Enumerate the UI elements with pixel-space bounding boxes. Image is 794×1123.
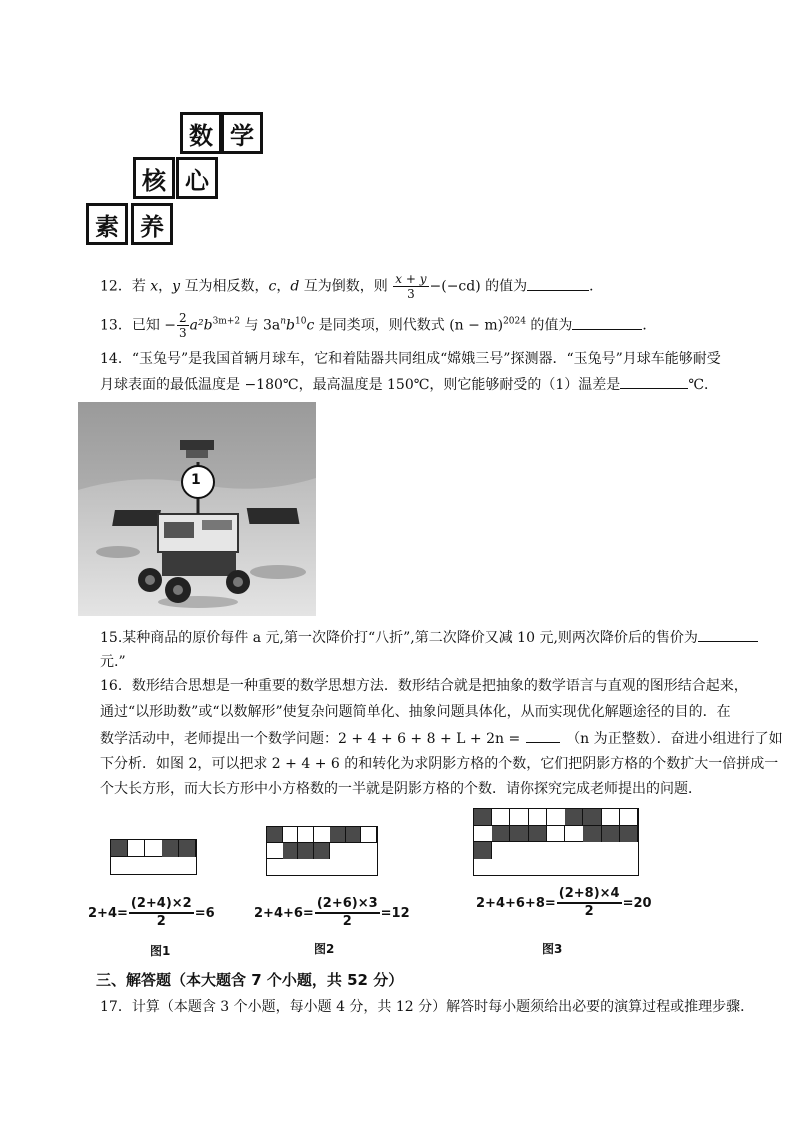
q15-answer-blank[interactable]: [698, 627, 758, 642]
q12-expr: −(−cd): [429, 278, 481, 295]
grid-cell: [565, 826, 583, 843]
grid-cell: [267, 843, 283, 859]
q12-var-c: c: [268, 278, 277, 295]
figure-3-grid: [473, 808, 639, 876]
fig2-den: 2: [342, 914, 352, 929]
question-15-line1: [100, 627, 758, 648]
q13-answer-blank[interactable]: [572, 315, 642, 330]
logo-cell-6: 养: [131, 203, 173, 245]
q12-answer-blank[interactable]: [527, 276, 589, 291]
grid-cell: [602, 809, 620, 826]
grid-cell: [492, 842, 510, 859]
q16-line3-suffix: （n 为正整数）．奋进小组进行了如: [566, 731, 783, 747]
q13-frac-den: 3: [179, 326, 187, 340]
q14-line2-suffix: ℃．: [688, 377, 718, 393]
q15-line1-text: 15.某种商品的原价每件 a 元,第一次降价打“八折”,第二次降价又减 10 元,则两次降价后的售价为: [100, 630, 698, 646]
question-13: [100, 311, 656, 340]
figure-2-label: 图2: [314, 942, 335, 956]
grid-cell: [474, 809, 492, 826]
grid-cell: [361, 827, 377, 843]
question-12: [100, 272, 603, 301]
grid-cell: [492, 809, 510, 826]
q16-line3-prefix: 数学活动中，老师提出一个数学问题：2 + 4 + 6 + 8 + L + 2n =: [100, 731, 521, 747]
fig1-fraction: [129, 896, 194, 930]
q12-var-d: d: [290, 278, 300, 295]
grid-cell: [492, 826, 510, 843]
q12-frac-num: x + y: [395, 272, 427, 286]
figure-1-label: 图1: [150, 944, 171, 958]
grid-cell: [474, 842, 492, 859]
grid-cell: [330, 827, 346, 843]
fig1-den: 2: [156, 914, 166, 929]
grid-cell: [602, 826, 620, 843]
question-16-line2: 通过“以形助数”或“以数解形”使复杂问题简单化、抽象问题具体化，从而实现优化解题途径的目的．在: [100, 704, 731, 720]
grid-cell: [583, 826, 601, 843]
lunar-rover-image: [78, 402, 316, 616]
question-16-line4: 下分析．如图 2，可以把求 2 + 4 + 6 的和转化为求阴影方格的个数，它们把阴影方格的个数扩大一倍拼成一: [100, 756, 779, 772]
figure-3-label: 图3: [542, 942, 563, 956]
q13-term2-exp1: n: [280, 316, 287, 327]
logo-cell-3: 核: [133, 157, 175, 199]
q12-text1: 互为相反数，: [180, 278, 269, 295]
fig3-left: 2+4+6+8=: [476, 895, 556, 911]
logo-cell-1: 数: [180, 112, 222, 154]
fig2-num: (2+6)×3: [315, 896, 380, 914]
q14-line2-prefix: 月球表面的最低温度是 −180℃，最高温度是 150℃，则它能够耐受的（1）温差是: [100, 377, 621, 393]
q12-end: ．: [589, 278, 604, 295]
logo-cell-4: 心: [176, 157, 218, 199]
q13-term2-exp2: 10: [295, 316, 307, 327]
grid-cell: [314, 843, 330, 859]
figure-2-formula: [254, 896, 410, 930]
grid-cell: [620, 826, 638, 843]
figure-3-formula: [476, 886, 652, 920]
q12-suffix: 的值为: [480, 278, 528, 295]
grid-cell: [283, 827, 299, 843]
q13-term1: a²b: [189, 317, 213, 334]
question-14-line2: [100, 374, 718, 395]
q13-frac-num: 2: [179, 311, 187, 325]
grid-cell: [529, 809, 547, 826]
q12-prefix: 12．若: [100, 278, 151, 295]
q12-sep2: ，: [276, 278, 291, 295]
fig1-num: (2+4)×2: [129, 896, 194, 914]
q13-term2-b: b: [286, 317, 296, 334]
question-15-line2: 元.”: [100, 654, 126, 670]
fig3-den: 2: [584, 904, 594, 919]
question-16-line3: [100, 728, 783, 749]
photo-badge-label: 1: [191, 472, 201, 488]
grid-cell: [111, 857, 128, 874]
grid-cell: [547, 809, 565, 826]
figure-1-formula: [88, 896, 215, 930]
grid-cell: [474, 826, 492, 843]
q14-answer-blank[interactable]: [620, 374, 688, 389]
q12-frac-den: 3: [407, 287, 415, 301]
q12-var-x: x: [150, 278, 159, 295]
grid-cell: [128, 840, 145, 857]
q12-sep1: ，: [158, 278, 173, 295]
figure-2-grid: [266, 826, 378, 876]
q13-exp: 2024: [503, 316, 526, 327]
fig3-right: =20: [622, 895, 652, 911]
lunar-rover-photo: [78, 402, 316, 616]
grid-cell: [330, 843, 346, 859]
logo-cell-5: 素: [86, 203, 128, 245]
q12-var-y: y: [172, 278, 181, 295]
q13-suffix: 的值为: [525, 317, 573, 334]
fig2-right: =12: [380, 905, 410, 921]
q12-fraction: [393, 272, 428, 301]
fig1-left: 2+4=: [88, 905, 128, 921]
grid-cell: [298, 827, 314, 843]
grid-cell: [179, 840, 196, 857]
grid-cell: [111, 840, 128, 857]
question-17: 17．计算（本题含 3 个小题，每小题 4 分，共 12 分）解答时每小题须给出必要的演算过程或推理步骤．: [100, 999, 755, 1015]
question-14-line1: 14．“玉兔号”是我国首辆月球车，它和着陆器共同组成“嫦娥三号”探测器．“玉兔号”月球车能够耐受: [100, 351, 721, 367]
grid-cell: [162, 840, 179, 857]
grid-cell: [565, 809, 583, 826]
figure-1-grid: [110, 839, 197, 875]
grid-cell: [267, 827, 283, 843]
grid-cell: [145, 840, 162, 857]
fig1-right: =6: [194, 905, 215, 921]
fig2-left: 2+4+6=: [254, 905, 314, 921]
section-3-title: 三、解答题（本大题含 7 个小题，共 52 分）: [96, 971, 404, 989]
q13-prefix: 13．已知 −: [100, 317, 176, 334]
q13-end: ．: [642, 317, 657, 334]
question-16-line1: 16．数形结合思想是一种重要的数学思想方法．数形结合就是把抽象的数学语言与直观的图形结合起来，: [100, 678, 748, 694]
q13-term1-exp: 3m+2: [212, 316, 241, 327]
logo-cell-2: 学: [221, 112, 263, 154]
q13-fraction: [177, 311, 189, 340]
fig3-num: (2+8)×4: [557, 886, 622, 904]
q16-answer-blank[interactable]: [526, 728, 560, 743]
q13-mid: 与 3a: [240, 317, 281, 334]
grid-cell: [510, 826, 528, 843]
fig3-fraction: [557, 886, 622, 920]
q12-text2: 互为倒数，则: [299, 278, 393, 295]
q13-term2-c: c: [306, 317, 315, 334]
grid-cell: [298, 843, 314, 859]
grid-cell: [283, 843, 299, 859]
grid-cell: [583, 809, 601, 826]
grid-cell: [346, 827, 362, 843]
q13-text: 是同类项，则代数式 (n − m): [314, 317, 504, 334]
grid-cell: [547, 826, 565, 843]
question-16-line5: 个大长方形，而大长方形中小方格数的一半就是阴影方格的个数．请你探究完成老师提出的问题．: [100, 781, 702, 797]
grid-cell: [510, 809, 528, 826]
grid-cell: [529, 826, 547, 843]
grid-cell: [620, 809, 638, 826]
grid-cell: [314, 827, 330, 843]
fig2-fraction: [315, 896, 380, 930]
